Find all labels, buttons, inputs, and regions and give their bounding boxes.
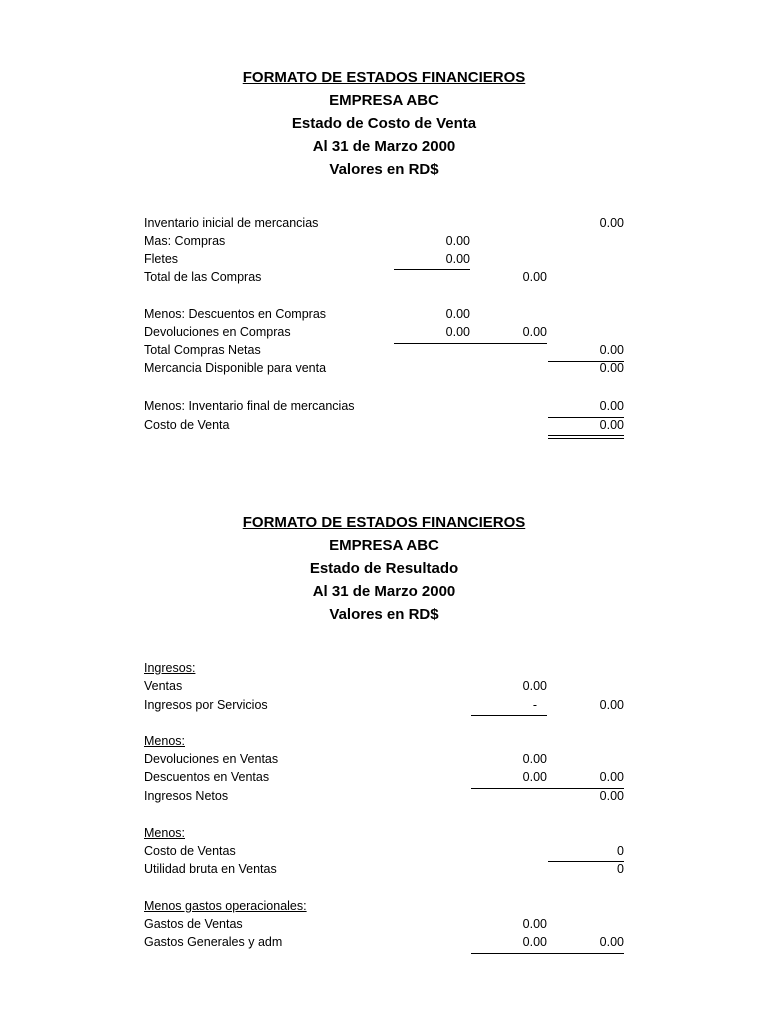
- resultado-title: FORMATO DE ESTADOS FINANCIEROS: [242, 514, 526, 531]
- table-row: [0, 399, 768, 418]
- row-label: Ingresos Netos: [144, 789, 229, 803]
- resultado-header: [0, 511, 768, 626]
- row-label: Fletes: [144, 252, 179, 266]
- row-label: Menos: Inventario final de mercancias: [144, 399, 355, 413]
- row-label: Total Compras Netas: [144, 343, 261, 357]
- row-label: Mas: Compras: [144, 234, 226, 248]
- row-value: 0.00: [599, 216, 624, 230]
- row-label: Inventario inicial de mercancias: [144, 216, 319, 230]
- table-row: [0, 307, 768, 326]
- row-value: 0.00: [522, 917, 547, 931]
- table-row: [0, 734, 768, 753]
- table-row: [0, 844, 768, 863]
- row-label: Devoluciones en Compras: [144, 325, 291, 339]
- row-label: Devoluciones en Ventas: [144, 752, 279, 766]
- row-value: 0.00: [445, 307, 470, 321]
- table-row: [0, 826, 768, 845]
- table-row: [0, 661, 768, 680]
- resultado-currency: Valores en RD$: [329, 606, 439, 623]
- double-rule-line: [548, 435, 624, 439]
- row-value: 0: [617, 862, 624, 876]
- table-row: [0, 752, 768, 771]
- table-row: [0, 698, 768, 717]
- row-label: Descuentos en Ventas: [144, 770, 270, 784]
- costo-company: EMPRESA ABC: [329, 92, 439, 109]
- row-value: 0.00: [522, 325, 547, 339]
- table-row: [0, 325, 768, 344]
- table-row: [0, 917, 768, 936]
- row-value: 0.00: [522, 935, 547, 949]
- table-row: [0, 770, 768, 789]
- section-heading: Ingresos:: [144, 661, 196, 675]
- row-label: Costo de Venta: [144, 418, 230, 432]
- row-label: Utilidad bruta en Ventas: [144, 862, 277, 876]
- resultado-statement: Estado de Resultado: [309, 560, 459, 577]
- resultado-date: Al 31 de Marzo 2000: [312, 583, 456, 600]
- table-row: [0, 935, 768, 954]
- table-row: [0, 234, 768, 253]
- row-label: Menos: Descuentos en Compras: [144, 307, 327, 321]
- row-value: 0.00: [522, 270, 547, 284]
- row-label: Ventas: [144, 679, 183, 693]
- costo-title: FORMATO DE ESTADOS FINANCIEROS: [242, 69, 526, 86]
- row-value: 0.00: [599, 361, 624, 375]
- row-value: 0.00: [599, 399, 624, 413]
- row-value: 0.00: [599, 418, 624, 432]
- costo-header: [0, 66, 768, 181]
- row-label: Ingresos por Servicios: [144, 698, 268, 712]
- row-label: Mercancia Disponible para venta: [144, 361, 327, 375]
- row-value: 0.00: [522, 770, 547, 784]
- table-row: [0, 418, 768, 437]
- row-label: Total de las Compras: [144, 270, 262, 284]
- row-value: -: [532, 698, 537, 712]
- row-value: 0.00: [599, 770, 624, 784]
- costo-date: Al 31 de Marzo 2000: [312, 138, 456, 155]
- resultado-company: EMPRESA ABC: [329, 537, 439, 554]
- table-row: [0, 789, 768, 808]
- row-label: Gastos de Ventas: [144, 917, 243, 931]
- row-value: 0.00: [522, 679, 547, 693]
- table-row: [0, 862, 768, 881]
- table-row: [0, 343, 768, 362]
- row-value: 0.00: [445, 325, 470, 339]
- section-heading: Menos:: [144, 826, 185, 840]
- table-row: [0, 361, 768, 380]
- row-value: 0.00: [522, 752, 547, 766]
- rule-line: [471, 953, 624, 954]
- row-value: 0.00: [599, 789, 624, 803]
- row-label: Costo de Ventas: [144, 844, 236, 858]
- section-heading: Menos:: [144, 734, 185, 748]
- table-row: [0, 270, 768, 289]
- row-label: Gastos Generales y adm: [144, 935, 283, 949]
- row-value: 0.00: [599, 343, 624, 357]
- row-value: 0.00: [599, 698, 624, 712]
- row-value: 0.00: [445, 252, 470, 266]
- costo-statement: Estado de Costo de Venta: [291, 115, 477, 132]
- table-row: [0, 899, 768, 918]
- row-value: 0.00: [445, 234, 470, 248]
- costo-currency: Valores en RD$: [329, 161, 439, 178]
- row-value: 0.00: [599, 935, 624, 949]
- row-value: 0: [617, 844, 624, 858]
- rule-line: [471, 715, 547, 716]
- table-row: [0, 252, 768, 271]
- section-heading: Menos gastos operacionales:: [144, 899, 307, 913]
- table-row: [0, 216, 768, 235]
- table-row: [0, 679, 768, 698]
